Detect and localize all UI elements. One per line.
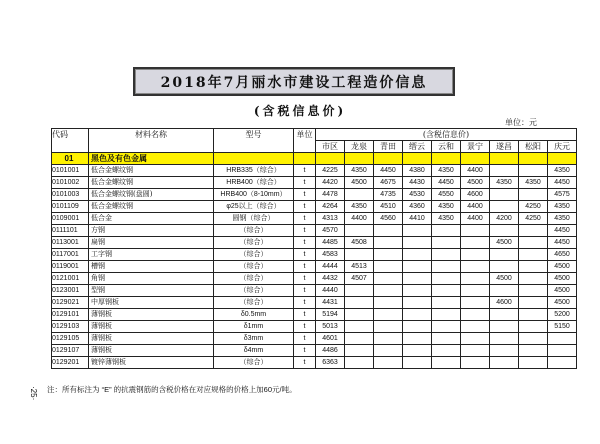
col-header-region: 缙云 (403, 141, 432, 153)
row-price: 4444 (316, 261, 345, 273)
row-spec: 圆钢（综合） (214, 213, 294, 225)
row-price (432, 357, 461, 369)
row-price: 4350 (432, 213, 461, 225)
page-number: ·25· (29, 386, 38, 401)
row-name: 角钢 (89, 273, 214, 285)
row-code: 0113001 (52, 237, 89, 249)
price-table (51, 128, 577, 369)
row-price: 4510 (374, 201, 403, 213)
row-unit: t (294, 261, 316, 273)
row-price (519, 237, 548, 249)
table-row (52, 177, 577, 189)
col-header-name: 材料名称 (89, 129, 214, 153)
row-price: 4420 (316, 177, 345, 189)
row-code: 0129201 (52, 357, 89, 369)
row-price (548, 333, 577, 345)
unit-note: 单位：元 (505, 118, 537, 127)
row-unit: t (294, 357, 316, 369)
row-price: 5200 (548, 309, 577, 321)
row-price (490, 261, 519, 273)
row-price: 5150 (548, 321, 577, 333)
row-spec: （综合） (214, 237, 294, 249)
row-price (374, 333, 403, 345)
row-name: 方钢 (89, 225, 214, 237)
footnote: 注：所有标注为 “E” 的抗震钢筋的含税价格在对应规格的价格上加60元/吨。 (47, 385, 297, 394)
table-row (52, 225, 577, 237)
row-price (432, 333, 461, 345)
row-name: 薄钢板 (89, 321, 214, 333)
row-price: 4500 (490, 273, 519, 285)
col-header-spec: 型号 (214, 129, 294, 153)
row-price (519, 285, 548, 297)
row-unit: t (294, 165, 316, 177)
row-unit: t (294, 177, 316, 189)
header-row-1 (52, 129, 577, 141)
row-price (490, 201, 519, 213)
row-price: 4380 (403, 165, 432, 177)
table-row (52, 321, 577, 333)
row-price (374, 237, 403, 249)
row-code: 0109001 (52, 213, 89, 225)
row-price: 4500 (548, 297, 577, 309)
row-price (345, 345, 374, 357)
category-price-cell (461, 153, 490, 165)
row-price (519, 249, 548, 261)
col-header-region: 庆元 (548, 141, 577, 153)
row-code: 0129105 (52, 333, 89, 345)
row-name: 低合金螺纹钢 (89, 177, 214, 189)
row-code: 0123001 (52, 285, 89, 297)
row-price: 4450 (374, 165, 403, 177)
category-price-cell (490, 153, 519, 165)
row-price (461, 261, 490, 273)
row-unit: t (294, 273, 316, 285)
row-unit: t (294, 225, 316, 237)
row-price: 4500 (548, 285, 577, 297)
document-title-box (133, 67, 455, 96)
row-spec: φ25以上（综合） (214, 201, 294, 213)
col-header-code: 代码 (52, 129, 89, 153)
row-price (432, 321, 461, 333)
row-price (548, 345, 577, 357)
row-spec: HRB400（8-10mm） (214, 189, 294, 201)
category-name: 黑色及有色金属 (89, 153, 214, 165)
row-price: 4450 (548, 237, 577, 249)
category-code: 01 (52, 153, 89, 165)
table-row (52, 333, 577, 345)
row-price: 4675 (374, 177, 403, 189)
table-row (52, 201, 577, 213)
row-price (432, 225, 461, 237)
row-price: 4450 (548, 225, 577, 237)
row-price: 4500 (548, 261, 577, 273)
row-price (432, 285, 461, 297)
col-header-region: 市区 (316, 141, 345, 153)
row-price: 4575 (548, 189, 577, 201)
row-spec: （综合） (214, 285, 294, 297)
row-price: 4410 (403, 213, 432, 225)
row-price (374, 297, 403, 309)
row-price: 4400 (461, 201, 490, 213)
row-price (432, 237, 461, 249)
row-price (403, 273, 432, 285)
row-unit: t (294, 249, 316, 261)
row-price: 4583 (316, 249, 345, 261)
row-price: 4508 (345, 237, 374, 249)
table-row (52, 309, 577, 321)
row-price (403, 357, 432, 369)
row-unit: t (294, 309, 316, 321)
row-price (519, 321, 548, 333)
row-price (519, 225, 548, 237)
row-price (374, 285, 403, 297)
row-code: 0129103 (52, 321, 89, 333)
row-name: 槽钢 (89, 261, 214, 273)
row-price (403, 285, 432, 297)
row-unit: t (294, 237, 316, 249)
row-price (490, 321, 519, 333)
row-name: 低合金螺纹钢 (89, 201, 214, 213)
row-name: 薄钢板 (89, 309, 214, 321)
row-price (403, 333, 432, 345)
row-price (519, 165, 548, 177)
row-code: 0121001 (52, 273, 89, 285)
row-spec: δ3mm (214, 333, 294, 345)
row-price (461, 297, 490, 309)
row-price (461, 237, 490, 249)
row-price: 4500 (345, 177, 374, 189)
row-price: 4430 (403, 177, 432, 189)
row-price (461, 321, 490, 333)
col-header-region: 云和 (432, 141, 461, 153)
row-price (403, 261, 432, 273)
row-spec: （综合） (214, 261, 294, 273)
row-price (461, 333, 490, 345)
row-price: 4500 (490, 237, 519, 249)
row-price (403, 345, 432, 357)
row-price (461, 285, 490, 297)
col-header-region: 遂昌 (490, 141, 519, 153)
category-price-cell (432, 153, 461, 165)
row-price: 4600 (490, 297, 519, 309)
row-price (490, 357, 519, 369)
row-price: 4200 (490, 213, 519, 225)
row-price (490, 225, 519, 237)
table-row (52, 213, 577, 225)
row-price (432, 309, 461, 321)
category-price-cell (316, 153, 345, 165)
row-spec: HRB335（综合） (214, 165, 294, 177)
row-price: 4560 (374, 213, 403, 225)
row-unit: t (294, 345, 316, 357)
row-price (432, 297, 461, 309)
row-price: 4431 (316, 297, 345, 309)
row-price (519, 357, 548, 369)
row-price (345, 297, 374, 309)
document-title: 2018年7月丽水市建设工程造价信息 (160, 74, 428, 91)
col-header-region: 景宁 (461, 141, 490, 153)
row-price (461, 273, 490, 285)
row-spec: （综合） (214, 249, 294, 261)
row-price: 4486 (316, 345, 345, 357)
row-price (345, 333, 374, 345)
row-price: 4264 (316, 201, 345, 213)
row-unit: t (294, 285, 316, 297)
table-row (52, 249, 577, 261)
row-price (345, 309, 374, 321)
row-price (548, 357, 577, 369)
row-price: 4250 (519, 201, 548, 213)
row-price (374, 345, 403, 357)
row-price: 4350 (432, 165, 461, 177)
row-spec: δ0.5mm (214, 309, 294, 321)
col-header-region: 松阳 (519, 141, 548, 153)
row-name: 低合金螺纹钢 (89, 165, 214, 177)
row-code: 0101001 (52, 165, 89, 177)
row-price (461, 225, 490, 237)
row-price: 6363 (316, 357, 345, 369)
row-price: 4450 (548, 177, 577, 189)
col-header-unit: 单位 (294, 129, 316, 153)
table-row (52, 237, 577, 249)
row-price: 4225 (316, 165, 345, 177)
row-unit: t (294, 333, 316, 345)
category-unit-cell (294, 153, 316, 165)
row-price: 4440 (316, 285, 345, 297)
row-price (374, 261, 403, 273)
row-price: 4500 (548, 273, 577, 285)
row-price: 4513 (345, 261, 374, 273)
category-price-cell (548, 153, 577, 165)
row-price: 4400 (345, 213, 374, 225)
table-row (52, 285, 577, 297)
row-name: 型钢 (89, 285, 214, 297)
row-price (519, 297, 548, 309)
category-price-cell (345, 153, 374, 165)
row-spec: （综合） (214, 357, 294, 369)
row-price: 4600 (461, 189, 490, 201)
row-price (403, 249, 432, 261)
row-price: 4350 (548, 165, 577, 177)
row-unit: t (294, 189, 316, 201)
row-code: 0101002 (52, 177, 89, 189)
row-price: 4550 (432, 189, 461, 201)
table-row (52, 345, 577, 357)
row-price: 4432 (316, 273, 345, 285)
category-row (52, 153, 577, 165)
table-row (52, 297, 577, 309)
row-spec: δ4mm (214, 345, 294, 357)
row-unit: t (294, 201, 316, 213)
row-code: 0101003 (52, 189, 89, 201)
row-price (461, 345, 490, 357)
row-price: 4478 (316, 189, 345, 201)
row-price (432, 273, 461, 285)
row-price (432, 249, 461, 261)
row-price: 4350 (548, 201, 577, 213)
row-price: 4350 (519, 177, 548, 189)
row-price (374, 309, 403, 321)
row-price: 4250 (519, 213, 548, 225)
row-price: 4400 (461, 165, 490, 177)
row-price: 4601 (316, 333, 345, 345)
row-price: 4360 (403, 201, 432, 213)
row-price (345, 249, 374, 261)
row-name: 低合金螺纹钢(盘圆) (89, 189, 214, 201)
table-row (52, 357, 577, 369)
row-price: 4735 (374, 189, 403, 201)
row-spec: （综合） (214, 273, 294, 285)
row-price: 4530 (403, 189, 432, 201)
row-unit: t (294, 297, 316, 309)
row-price: 4650 (548, 249, 577, 261)
table-row (52, 189, 577, 201)
row-price: 4313 (316, 213, 345, 225)
row-code: 0129101 (52, 309, 89, 321)
row-code: 0117001 (52, 249, 89, 261)
row-price (345, 321, 374, 333)
row-price (374, 249, 403, 261)
row-price: 4350 (548, 213, 577, 225)
row-price (461, 357, 490, 369)
row-name: 镀锌薄钢板 (89, 357, 214, 369)
row-price: 4350 (490, 177, 519, 189)
row-price (374, 321, 403, 333)
row-name: 扁钢 (89, 237, 214, 249)
category-price-cell (519, 153, 548, 165)
row-spec: （综合） (214, 225, 294, 237)
row-price (519, 333, 548, 345)
row-price (345, 285, 374, 297)
row-price (432, 345, 461, 357)
row-price (461, 309, 490, 321)
row-price: 4400 (461, 213, 490, 225)
row-price (519, 273, 548, 285)
row-price (490, 285, 519, 297)
row-price: 4507 (345, 273, 374, 285)
row-price (490, 309, 519, 321)
row-name: 薄钢板 (89, 333, 214, 345)
row-price (490, 249, 519, 261)
row-price: 4450 (432, 177, 461, 189)
row-price: 4485 (316, 237, 345, 249)
row-price (403, 297, 432, 309)
row-name: 低合金 (89, 213, 214, 225)
document-subtitle: (含税信息价) (253, 104, 347, 118)
row-name: 薄钢板 (89, 345, 214, 357)
row-name: 工字钢 (89, 249, 214, 261)
col-header-region: 青田 (374, 141, 403, 153)
category-spec-cell (214, 153, 294, 165)
row-price (490, 189, 519, 201)
table-row (52, 261, 577, 273)
row-unit: t (294, 321, 316, 333)
row-price (403, 309, 432, 321)
row-price (461, 249, 490, 261)
row-price: 4350 (345, 165, 374, 177)
row-price (432, 261, 461, 273)
row-spec: （综合） (214, 297, 294, 309)
row-price (519, 189, 548, 201)
category-price-cell (374, 153, 403, 165)
row-price (490, 345, 519, 357)
row-price (403, 225, 432, 237)
row-spec: HRB400（综合） (214, 177, 294, 189)
row-price (374, 357, 403, 369)
category-price-cell (403, 153, 432, 165)
row-price: 4350 (432, 201, 461, 213)
row-price (345, 357, 374, 369)
row-code: 0101109 (52, 201, 89, 213)
row-code: 0111101 (52, 225, 89, 237)
row-price (403, 321, 432, 333)
row-code: 0129107 (52, 345, 89, 357)
row-price: 4500 (461, 177, 490, 189)
col-header-price-group: (含税信息价) (316, 129, 577, 141)
row-price: 4350 (345, 201, 374, 213)
row-price (345, 225, 374, 237)
table-row (52, 165, 577, 177)
row-price (519, 261, 548, 273)
row-price (519, 345, 548, 357)
row-price: 4570 (316, 225, 345, 237)
row-name: 中厚钢板 (89, 297, 214, 309)
row-spec: δ1mm (214, 321, 294, 333)
row-price (403, 237, 432, 249)
row-price (519, 309, 548, 321)
row-price: 5013 (316, 321, 345, 333)
row-code: 0119001 (52, 261, 89, 273)
table-row (52, 273, 577, 285)
row-unit: t (294, 213, 316, 225)
row-code: 0129021 (52, 297, 89, 309)
row-price: 5194 (316, 309, 345, 321)
row-price (490, 333, 519, 345)
row-price (374, 273, 403, 285)
col-header-region: 龙泉 (345, 141, 374, 153)
row-price (374, 225, 403, 237)
row-price (490, 165, 519, 177)
row-price (345, 189, 374, 201)
